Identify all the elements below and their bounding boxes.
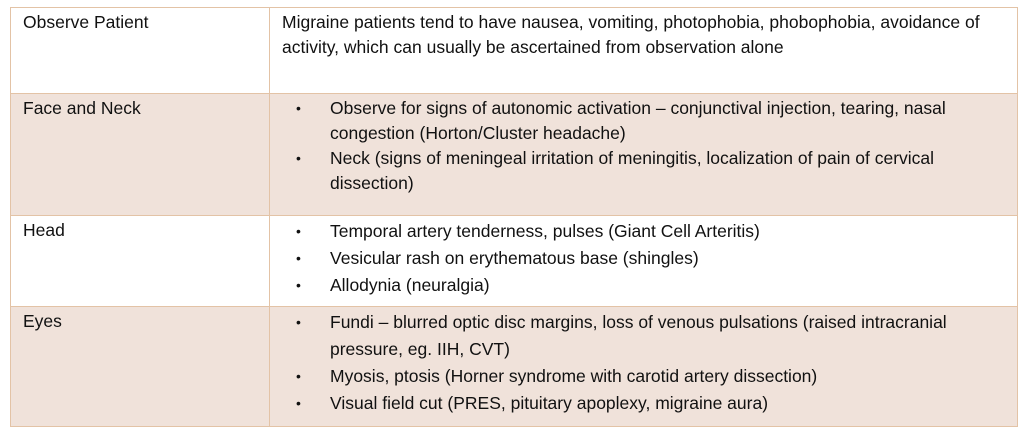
bullet-icon: • xyxy=(296,100,301,116)
table-row-head xyxy=(11,216,1018,307)
bullet-list xyxy=(282,309,1009,417)
bullet-icon: • xyxy=(296,395,301,411)
row-bullets xyxy=(270,216,1018,307)
list-item: • Temporal artery tenderness, pulses (Giant Cell Arteritis) xyxy=(282,218,1009,245)
list-item: • Myosis, ptosis (Horner syndrome with carotid artery dissection) xyxy=(282,363,1009,390)
bullet-icon: • xyxy=(296,150,301,166)
row-label: Observe Patient xyxy=(11,8,270,94)
table-row-face-and-neck xyxy=(11,94,1018,216)
list-item: • Vesicular rash on erythematous base (shingles) xyxy=(282,245,1009,272)
exam-findings-table xyxy=(10,7,1018,427)
row-bullets xyxy=(270,307,1018,427)
list-item: • Observe for signs of autonomic activation – conjunctival injection, tearing, nasal congestion (Horton/Cluster headache) xyxy=(296,98,946,143)
bullet-icon: • xyxy=(296,368,301,384)
row-label: Face and Neck xyxy=(11,94,270,216)
list-item: • Visual field cut (PRES, pituitary apoplexy, migraine aura) xyxy=(282,390,1009,417)
row-description: Migraine patients tend to have nausea, vomiting, photophobia, phobophobia, avoidance of activity, which can usually be ascertained from observation alone xyxy=(270,8,1018,94)
bullet-icon: • xyxy=(296,314,301,330)
row-label: Eyes xyxy=(11,307,270,427)
list-item: • Allodynia (neuralgia) xyxy=(282,272,1009,299)
bullet-icon: • xyxy=(296,277,301,293)
bullet-list xyxy=(282,218,1009,299)
row-bullets xyxy=(270,94,1018,216)
row-label: Head xyxy=(11,216,270,307)
list-item: • Fundi – blurred optic disc margins, loss of venous pulsations (raised intracranial pressure, eg. IIH, CVT) xyxy=(282,309,1009,363)
bullet-icon: • xyxy=(296,250,301,266)
list-item: • Neck (signs of meningeal irritation of meningitis, localization of pain of cervical dissection) xyxy=(296,148,935,193)
bullet-list xyxy=(282,96,1009,196)
table-row-eyes xyxy=(11,307,1018,427)
table-row-observe-patient xyxy=(11,8,1018,94)
bullet-icon: • xyxy=(296,223,301,239)
